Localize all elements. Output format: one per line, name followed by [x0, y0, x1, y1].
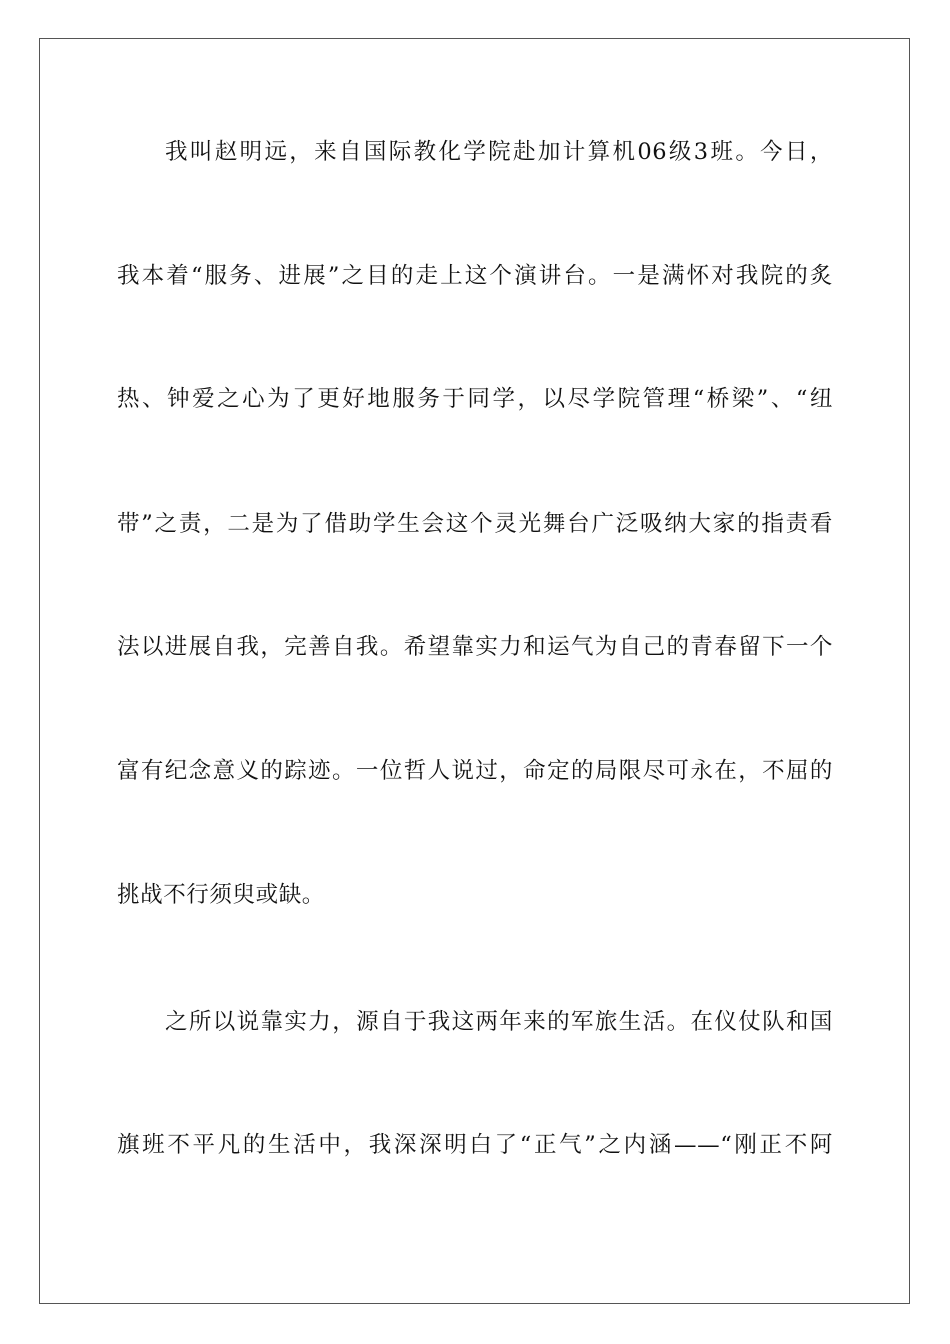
paragraph-2-line-1: 之所以说靠实力，源自于我这两年来的军旅生活。在仪仗队和国: [165, 1009, 833, 1035]
paragraph-1-line-4: 带”之责，二是为了借助学生会这个灵光舞台广泛吸纳大家的指责看: [117, 511, 833, 537]
paragraph-1-line-1: 我叫赵明远，来自国际教化学院赴加计算机06级3班。今日，: [165, 139, 833, 165]
page-border: [39, 38, 910, 1304]
paragraph-1-line-7: 挑战不行须臾或缺。: [117, 882, 325, 908]
paragraph-2-line-2: 旗班不平凡的生活中，我深深明白了“正气”之内涵——“刚正不阿: [117, 1132, 833, 1158]
paragraph-1-line-6: 富有纪念意义的踪迹。一位哲人说过，命定的局限尽可永在，不屈的: [117, 758, 833, 784]
paragraph-1-line-3: 热、钟爱之心为了更好地服务于同学，以尽学院管理“桥梁”、“纽: [117, 386, 833, 412]
paragraph-1-line-2: 我本着“服务、进展”之目的走上这个演讲台。一是满怀对我院的炙: [117, 263, 833, 289]
paragraph-1-line-5: 法以进展自我，完善自我。希望靠实力和运气为自己的青春留下一个: [117, 634, 833, 660]
